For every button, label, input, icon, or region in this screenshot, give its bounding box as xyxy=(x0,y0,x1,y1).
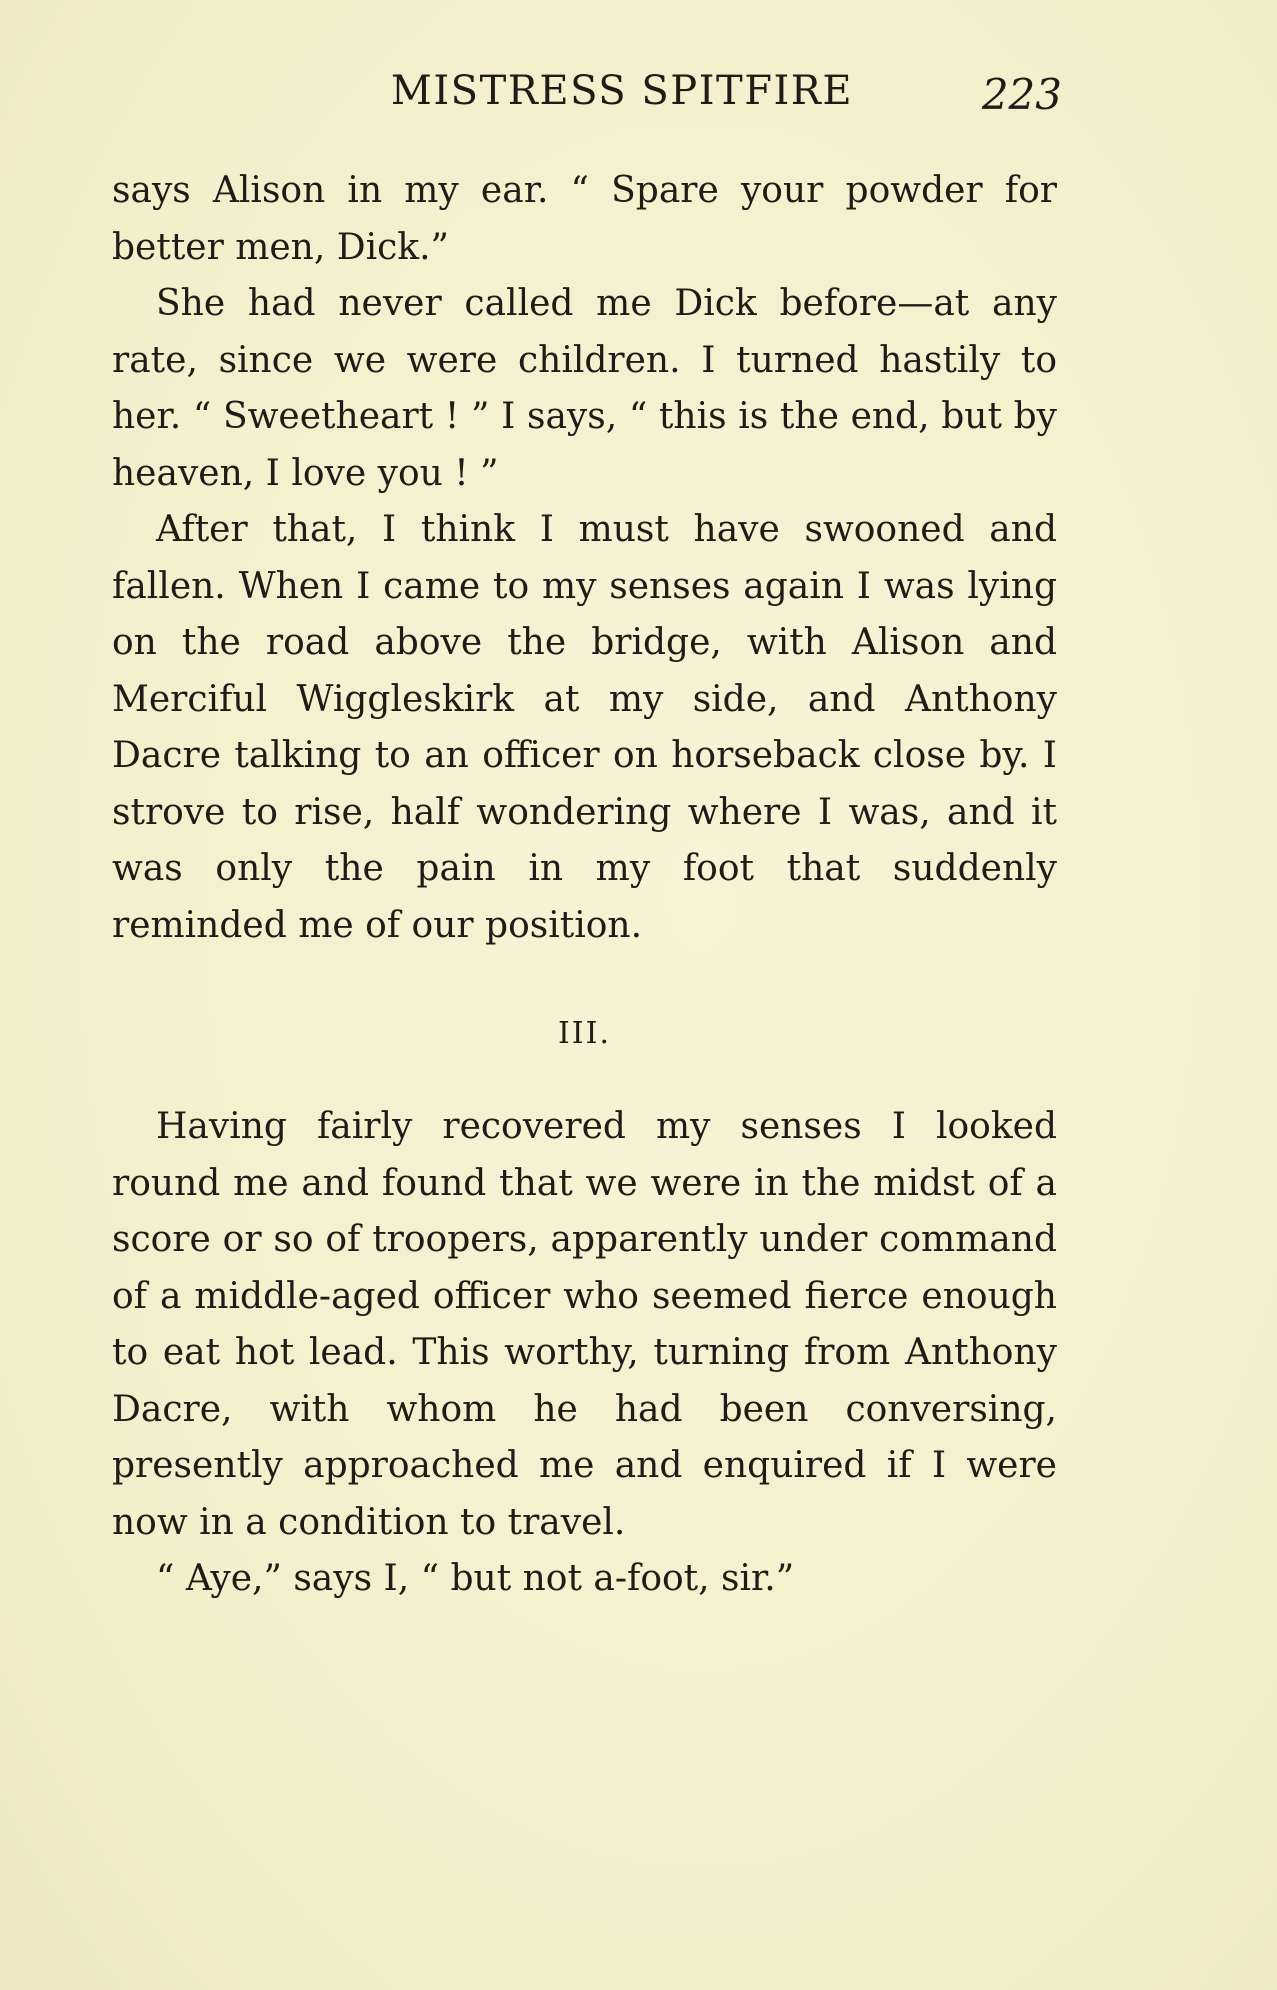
running-title: MISTRESS SPITFIRE xyxy=(390,68,854,114)
body-text xyxy=(112,163,1057,1608)
paragraph: After that, I think I must have swooned and fallen. When I came to my senses again I was lying on the road above the bridge, with Alison and Merciful Wiggleskirk at my side, and Anthony Dacre talking to an officer on horseback close by. I strove to rise, half wondering where I was, and it was only the pain in my foot that suddenly reminded me of our position. xyxy=(112,509,1057,946)
paragraph: “ Aye,” says I, “ but not a-foot, sir.” xyxy=(156,1558,795,1599)
paragraph: She had never called me Dick before—at any rate, since we were children. I turned hastily to her. “ Sweetheart ! ” I says, “ this is the end, but by heaven, I love you ! ” xyxy=(112,283,1057,494)
paragraph: Having fairly recovered my senses I looked round me and found that we were in the midst of a score or so of troopers, apparently under command of a middle-aged officer who seemed fierce enough to eat hot lead. This worthy, turning from Anthony Dacre, with whom he had been conversing, presently approached me and enquired if I were now in a condition to travel. xyxy=(112,1106,1057,1543)
paragraph: says Alison in my ear. “ Spare your powder for better men, Dick.” xyxy=(112,170,1057,268)
page-number: 223 xyxy=(981,70,1062,119)
page-header xyxy=(112,60,1062,130)
section-heading: III. xyxy=(557,1016,612,1051)
